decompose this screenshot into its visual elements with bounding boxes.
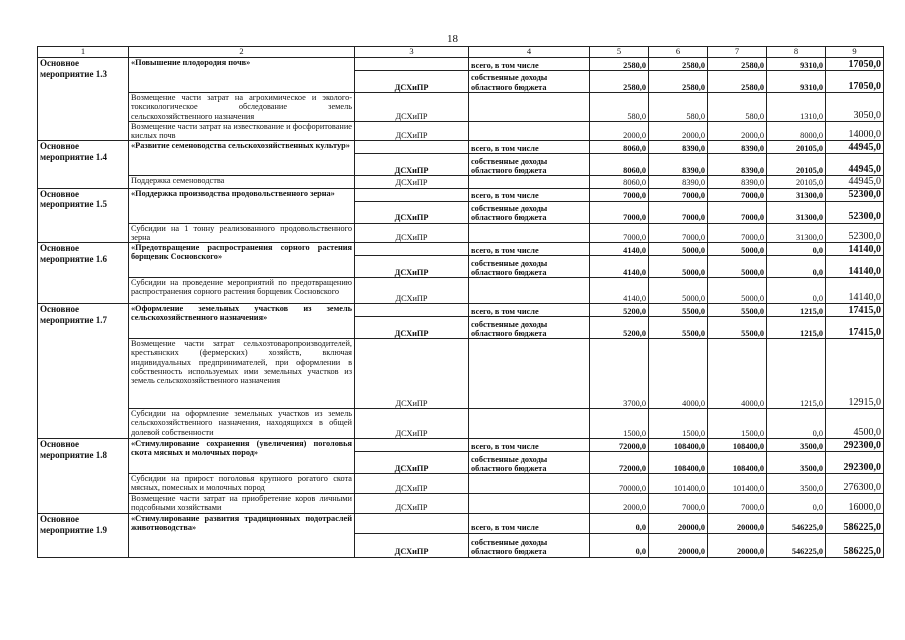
- amount-cell: 1215,0: [767, 339, 826, 409]
- table-row: [38, 188, 884, 201]
- funding-source-cell: собственные доходы областного бюджета: [469, 154, 590, 176]
- funding-source-cell: всего, в том числе: [469, 188, 590, 201]
- executor-cell: ДСХиПР: [355, 121, 469, 141]
- amount-cell: 101400,0: [649, 474, 708, 494]
- funding-source-cell: собственные доходы областного бюджета: [469, 533, 590, 557]
- amount-cell: 580,0: [708, 93, 767, 122]
- executor-cell: [355, 513, 469, 533]
- amount-cell: 0,0: [767, 243, 826, 256]
- amount-cell: 101400,0: [708, 474, 767, 494]
- executor-cell: ДСХиПР: [355, 223, 469, 243]
- activity-description: Субсидии на проведение мероприятий по предотвращению распространения сорного растения борщевик Сосновского: [129, 278, 355, 304]
- executor-cell: [355, 439, 469, 452]
- executor-cell: [355, 243, 469, 256]
- amount-cell: 20105,0: [767, 154, 826, 176]
- amount-cell: 72000,0: [590, 439, 649, 452]
- table-row: [38, 121, 884, 141]
- amount-cell: 8390,0: [708, 141, 767, 154]
- amount-cell: 0,0: [767, 494, 826, 514]
- activity-description: Возмещение части затрат на приобретение коров личными подсобными хозяйствами: [129, 494, 355, 514]
- activity-description: Субсидии на оформление земельных участков из земель сельскохозяйственного назначения, находящихся в общей долевой собственности: [129, 409, 355, 439]
- amount-cell: 52300,0: [826, 223, 884, 243]
- funding-source-cell: собственные доходы областного бюджета: [469, 71, 590, 93]
- amount-cell: 17415,0: [826, 317, 884, 339]
- amount-cell: 1500,0: [590, 409, 649, 439]
- funding-source-cell: [469, 121, 590, 141]
- executor-cell: ДСХиПР: [355, 71, 469, 93]
- amount-cell: 5000,0: [708, 278, 767, 304]
- amount-cell: 0,0: [767, 409, 826, 439]
- amount-cell: 20000,0: [708, 513, 767, 533]
- executor-cell: ДСХиПР: [355, 154, 469, 176]
- activity-name: Основное мероприятие 1.7: [38, 304, 129, 439]
- activity-description: Субсидии на прирост поголовья крупного рогатого скота мясных, помесных и молочных пород: [129, 474, 355, 494]
- amount-cell: 8390,0: [649, 141, 708, 154]
- amount-cell: 20000,0: [649, 533, 708, 557]
- executor-cell: ДСХиПР: [355, 256, 469, 278]
- amount-cell: 0,0: [590, 513, 649, 533]
- funding-source-cell: всего, в том числе: [469, 513, 590, 533]
- amount-cell: 1310,0: [767, 93, 826, 122]
- page-number: 18: [447, 33, 458, 45]
- amount-cell: 2580,0: [590, 58, 649, 71]
- amount-cell: 2000,0: [590, 121, 649, 141]
- table-row: [38, 176, 884, 188]
- funding-source-cell: [469, 494, 590, 514]
- amount-cell: 17415,0: [826, 304, 884, 317]
- amount-cell: 1500,0: [708, 409, 767, 439]
- amount-cell: 2580,0: [649, 58, 708, 71]
- amount-cell: 1215,0: [767, 317, 826, 339]
- activity-description: «Стимулирование развития традиционных подотраслей животноводства»: [129, 513, 355, 557]
- amount-cell: 5200,0: [590, 317, 649, 339]
- amount-cell: 7000,0: [649, 188, 708, 201]
- executor-cell: ДСХиПР: [355, 201, 469, 223]
- table-row: [38, 278, 884, 304]
- amount-cell: 5500,0: [708, 317, 767, 339]
- funding-source-cell: [469, 278, 590, 304]
- executor-cell: ДСХиПР: [355, 452, 469, 474]
- activity-description: «Стимулирование сохранения (увеличения) поголовья скота мясных и молочных пород»: [129, 439, 355, 474]
- table-row: [38, 494, 884, 514]
- col-header: 9: [826, 47, 884, 58]
- amount-cell: 2580,0: [708, 58, 767, 71]
- amount-cell: 3700,0: [590, 339, 649, 409]
- amount-cell: 2580,0: [708, 71, 767, 93]
- executor-cell: ДСХиПР: [355, 317, 469, 339]
- amount-cell: 8390,0: [708, 154, 767, 176]
- executor-cell: [355, 58, 469, 71]
- amount-cell: 1500,0: [649, 409, 708, 439]
- amount-cell: 52300,0: [826, 188, 884, 201]
- amount-cell: 2000,0: [708, 121, 767, 141]
- activity-name: Основное мероприятие 1.5: [38, 188, 129, 243]
- amount-cell: 108400,0: [708, 439, 767, 452]
- amount-cell: 108400,0: [649, 439, 708, 452]
- col-header: 1: [38, 47, 129, 58]
- amount-cell: 2580,0: [649, 71, 708, 93]
- amount-cell: 14140,0: [826, 243, 884, 256]
- executor-cell: ДСХиПР: [355, 176, 469, 188]
- amount-cell: 292300,0: [826, 452, 884, 474]
- funding-source-cell: всего, в том числе: [469, 58, 590, 71]
- amount-cell: 70000,0: [590, 474, 649, 494]
- amount-cell: 5000,0: [649, 243, 708, 256]
- amount-cell: 20105,0: [767, 141, 826, 154]
- amount-cell: 8060,0: [590, 176, 649, 188]
- amount-cell: 4140,0: [590, 243, 649, 256]
- funding-source-cell: [469, 409, 590, 439]
- table-row: [38, 339, 884, 409]
- amount-cell: 3500,0: [767, 439, 826, 452]
- amount-cell: 292300,0: [826, 439, 884, 452]
- amount-cell: 5000,0: [708, 243, 767, 256]
- amount-cell: 0,0: [767, 278, 826, 304]
- table-row: [38, 304, 884, 317]
- funding-source-cell: собственные доходы областного бюджета: [469, 317, 590, 339]
- executor-cell: [355, 141, 469, 154]
- col-header: 4: [469, 47, 590, 58]
- activity-name: Основное мероприятие 1.9: [38, 513, 129, 557]
- amount-cell: 9310,0: [767, 58, 826, 71]
- funding-source-cell: собственные доходы областного бюджета: [469, 256, 590, 278]
- amount-cell: 586225,0: [826, 533, 884, 557]
- amount-cell: 7000,0: [649, 223, 708, 243]
- table-row: [38, 141, 884, 154]
- activity-name: Основное мероприятие 1.6: [38, 243, 129, 304]
- amount-cell: 20000,0: [649, 513, 708, 533]
- header-row: [38, 47, 884, 58]
- executor-cell: [355, 304, 469, 317]
- amount-cell: 31300,0: [767, 223, 826, 243]
- amount-cell: 7000,0: [590, 201, 649, 223]
- activity-name: Основное мероприятие 1.3: [38, 58, 129, 141]
- budget-table: [37, 46, 884, 558]
- executor-cell: ДСХиПР: [355, 533, 469, 557]
- amount-cell: 2580,0: [590, 71, 649, 93]
- executor-cell: [355, 188, 469, 201]
- table-row: [38, 513, 884, 533]
- amount-cell: 7000,0: [708, 494, 767, 514]
- activity-name: Основное мероприятие 1.8: [38, 439, 129, 514]
- activity-description: Возмещение части затрат сельхозтоваропроизводителей, крестьянских (фермерских) хозяйств, включая индивидуальных предпринимателей, при оформлении в собственность используемых ими земельных участков из земель сельскохозяйственного назначения: [129, 339, 355, 409]
- executor-cell: ДСХиПР: [355, 474, 469, 494]
- amount-cell: 17050,0: [826, 58, 884, 71]
- activity-name: Основное мероприятие 1.4: [38, 141, 129, 188]
- amount-cell: 52300,0: [826, 201, 884, 223]
- amount-cell: 580,0: [590, 93, 649, 122]
- amount-cell: 7000,0: [708, 223, 767, 243]
- executor-cell: ДСХиПР: [355, 339, 469, 409]
- funding-source-cell: [469, 93, 590, 122]
- executor-cell: ДСХиПР: [355, 278, 469, 304]
- amount-cell: 5000,0: [708, 256, 767, 278]
- col-header: 5: [590, 47, 649, 58]
- col-header: 7: [708, 47, 767, 58]
- activity-description: «Развитие семеноводства сельскохозяйственных культур»: [129, 141, 355, 176]
- amount-cell: 44945,0: [826, 176, 884, 188]
- funding-source-cell: собственные доходы областного бюджета: [469, 201, 590, 223]
- amount-cell: 31300,0: [767, 188, 826, 201]
- col-header: 6: [649, 47, 708, 58]
- amount-cell: 4000,0: [708, 339, 767, 409]
- amount-cell: 8060,0: [590, 141, 649, 154]
- funding-source-cell: всего, в том числе: [469, 439, 590, 452]
- amount-cell: 8390,0: [649, 176, 708, 188]
- activity-description: Поддержка семеноводства: [129, 176, 355, 188]
- table-row: [38, 243, 884, 256]
- table-row: [38, 58, 884, 71]
- col-header: 2: [129, 47, 355, 58]
- funding-source-cell: всего, в том числе: [469, 243, 590, 256]
- amount-cell: 2000,0: [649, 121, 708, 141]
- funding-source-cell: [469, 223, 590, 243]
- amount-cell: 4000,0: [649, 339, 708, 409]
- activity-description: Возмещение части затрат на известкование и фосфоритование кислых почв: [129, 121, 355, 141]
- executor-cell: ДСХиПР: [355, 409, 469, 439]
- amount-cell: 3050,0: [826, 93, 884, 122]
- amount-cell: 44945,0: [826, 141, 884, 154]
- table-row: [38, 474, 884, 494]
- amount-cell: 14140,0: [826, 256, 884, 278]
- amount-cell: 0,0: [767, 256, 826, 278]
- amount-cell: 5000,0: [649, 256, 708, 278]
- amount-cell: 72000,0: [590, 452, 649, 474]
- amount-cell: 7000,0: [649, 201, 708, 223]
- funding-source-cell: собственные доходы областного бюджета: [469, 452, 590, 474]
- funding-source-cell: [469, 176, 590, 188]
- amount-cell: 7000,0: [590, 223, 649, 243]
- amount-cell: 5500,0: [708, 304, 767, 317]
- activity-description: Субсидии на 1 тонну реализованного продовольственного зерна: [129, 223, 355, 243]
- col-header: 8: [767, 47, 826, 58]
- amount-cell: 546225,0: [767, 533, 826, 557]
- activity-description: Возмещение части затрат на агрохимическое и эколого-токсикологическое обследование земель сельскохозяйственного назначения: [129, 93, 355, 122]
- amount-cell: 7000,0: [708, 201, 767, 223]
- activity-description: «Поддержка производства продовольственного зерна»: [129, 188, 355, 223]
- amount-cell: 7000,0: [708, 188, 767, 201]
- amount-cell: 8000,0: [767, 121, 826, 141]
- table-row: [38, 439, 884, 452]
- funding-source-cell: всего, в том числе: [469, 141, 590, 154]
- table-row: [38, 223, 884, 243]
- funding-source-cell: [469, 474, 590, 494]
- amount-cell: 108400,0: [649, 452, 708, 474]
- amount-cell: 8390,0: [708, 176, 767, 188]
- activity-description: «Оформление земельных участков из земель сельскохозяйственного назначения»: [129, 304, 355, 339]
- amount-cell: 5500,0: [649, 304, 708, 317]
- amount-cell: 12915,0: [826, 339, 884, 409]
- amount-cell: 16000,0: [826, 494, 884, 514]
- amount-cell: 14140,0: [826, 278, 884, 304]
- amount-cell: 7000,0: [649, 494, 708, 514]
- amount-cell: 20105,0: [767, 176, 826, 188]
- amount-cell: 580,0: [649, 93, 708, 122]
- amount-cell: 44945,0: [826, 154, 884, 176]
- table-row: [38, 93, 884, 122]
- amount-cell: 31300,0: [767, 201, 826, 223]
- amount-cell: 546225,0: [767, 513, 826, 533]
- amount-cell: 108400,0: [708, 452, 767, 474]
- amount-cell: 4140,0: [590, 278, 649, 304]
- amount-cell: 0,0: [590, 533, 649, 557]
- amount-cell: 8390,0: [649, 154, 708, 176]
- col-header: 3: [355, 47, 469, 58]
- amount-cell: 4500,0: [826, 409, 884, 439]
- amount-cell: 586225,0: [826, 513, 884, 533]
- amount-cell: 5000,0: [649, 278, 708, 304]
- amount-cell: 9310,0: [767, 71, 826, 93]
- funding-source-cell: [469, 339, 590, 409]
- amount-cell: 276300,0: [826, 474, 884, 494]
- amount-cell: 8060,0: [590, 154, 649, 176]
- amount-cell: 5500,0: [649, 317, 708, 339]
- amount-cell: 4140,0: [590, 256, 649, 278]
- table-row: [38, 409, 884, 439]
- amount-cell: 17050,0: [826, 71, 884, 93]
- activity-description: «Предотвращение распространения сорного растения борщевик Сосновского»: [129, 243, 355, 278]
- funding-source-cell: всего, в том числе: [469, 304, 590, 317]
- executor-cell: ДСХиПР: [355, 93, 469, 122]
- activity-description: «Повышение плодородия почв»: [129, 58, 355, 93]
- amount-cell: 1215,0: [767, 304, 826, 317]
- amount-cell: 14000,0: [826, 121, 884, 141]
- amount-cell: 20000,0: [708, 533, 767, 557]
- amount-cell: 2000,0: [590, 494, 649, 514]
- amount-cell: 7000,0: [590, 188, 649, 201]
- amount-cell: 5200,0: [590, 304, 649, 317]
- executor-cell: ДСХиПР: [355, 494, 469, 514]
- amount-cell: 3500,0: [767, 452, 826, 474]
- amount-cell: 3500,0: [767, 474, 826, 494]
